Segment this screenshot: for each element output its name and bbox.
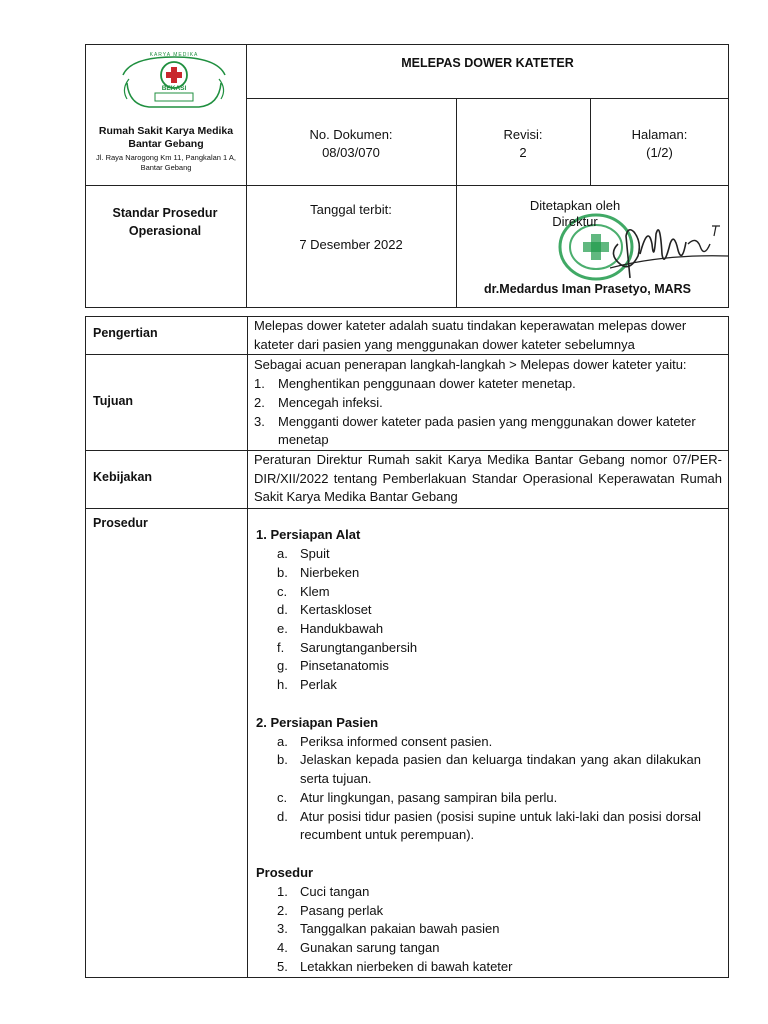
kebijakan-text	[254, 451, 722, 507]
list-letter: b.	[277, 752, 288, 767]
subsection-title: 2. Persiapan Pasien	[256, 715, 379, 730]
list-letter: a.	[277, 734, 288, 749]
list-item: Perlak	[300, 677, 337, 692]
list-item: Spuit	[300, 546, 330, 561]
list-letter: d.	[277, 809, 288, 824]
list-letter: b.	[277, 565, 288, 580]
list-item: Pasang perlak	[300, 903, 384, 918]
list-number: 5.	[277, 959, 288, 974]
list-number: 4.	[277, 940, 288, 955]
header-divider	[246, 98, 729, 99]
list-letter: d.	[277, 602, 288, 617]
list-item: Atur posisi tidur pasien (posisi supine untuk laki-laki dan posisi dorsal	[300, 809, 701, 824]
list-item: Pinsetanatomis	[300, 658, 389, 673]
kebijakan-line: Peraturan Direktur Rumah sakit Karya Medika Bantar Gebang nomor 07/PER-	[254, 452, 722, 467]
doc-no-value: 08/03/070	[322, 145, 380, 160]
list-number: 2.	[254, 395, 265, 410]
list-item: Menghentikan penggunaan dower kateter menetap.	[278, 376, 576, 391]
director-signature	[604, 214, 730, 286]
revision-label: Revisi:	[503, 127, 543, 142]
logo-text-top: KARYA MEDIKA	[149, 52, 199, 58]
approved-role: Direktur	[552, 214, 598, 229]
header-divider	[85, 185, 729, 186]
section-label-pengertian: Pengertian	[93, 326, 158, 340]
list-item-continued: recumbent untuk perempuan).	[300, 827, 475, 842]
list-number: 3.	[254, 414, 265, 429]
tujuan-intro: Sebagai acuan penerapan langkah-langkah > Melepas dower kateter yaitu:	[254, 357, 687, 372]
issued-label: Tanggal terbit:	[310, 202, 392, 217]
revision-value: 2	[519, 145, 527, 160]
header-divider	[246, 44, 247, 308]
list-letter: c.	[277, 790, 288, 805]
document-title: MELEPAS DOWER KATETER	[401, 56, 574, 70]
list-number: 2.	[277, 903, 288, 918]
hospital-address: Jl. Raya Narogong Km 11, Pangkalan 1 A, Bantar Gebang	[96, 153, 236, 172]
header-divider	[456, 185, 457, 308]
list-item: Periksa informed consent pasien.	[300, 734, 493, 749]
section-label-tujuan: Tujuan	[93, 394, 134, 408]
list-letter: c.	[277, 584, 288, 599]
list-item: Atur lingkungan, pasang sampiran bila perlu.	[300, 790, 558, 805]
list-item: Kertaskloset	[300, 602, 372, 617]
approved-label: Ditetapkan oleh	[529, 198, 621, 213]
page-label: Halaman:	[631, 127, 688, 142]
list-number: 1.	[254, 376, 265, 391]
list-item: Klem	[300, 584, 330, 599]
list-letter: h.	[277, 677, 288, 692]
list-letter: a.	[277, 546, 288, 561]
subsection-title: Prosedur	[256, 865, 314, 880]
subsection-title: 1. Persiapan Alat	[256, 527, 361, 542]
list-item-continued: serta tujuan.	[300, 771, 372, 786]
list-item: Cuci tangan	[300, 884, 370, 899]
list-number: 3.	[277, 921, 288, 936]
section-label-kebijakan: Kebijakan	[93, 470, 153, 484]
list-item: Mencegah infeksi.	[278, 395, 383, 410]
doc-no-cell	[246, 126, 456, 162]
issued-date: 7 Desember 2022	[299, 237, 403, 252]
pengertian-line: kateter dari pasien yang menggunakan dower kateter sebelumnya	[254, 336, 635, 352]
list-letter: e.	[277, 621, 288, 636]
list-item: Jelaskan kepada pasien dan keluarga tindakan yang akan dilakukan	[300, 752, 701, 767]
revision-cell	[456, 126, 590, 162]
doc-no-label: No. Dokumen:	[309, 127, 393, 142]
list-item: Nierbeken	[300, 565, 360, 580]
section-label-prosedur: Prosedur	[93, 516, 148, 530]
table-row-divider	[85, 354, 729, 355]
list-letter: f.	[277, 640, 285, 655]
table-column-divider	[247, 316, 248, 978]
kebijakan-line: Sakit Karya Medika Bantar Gebang	[254, 489, 458, 504]
list-item: Handukbawah	[300, 621, 384, 636]
list-letter: g.	[277, 658, 288, 673]
list-number: 1.	[277, 884, 288, 899]
doc-type: Standar Prosedur Operasional	[112, 206, 218, 238]
list-item: Letakkan nierbeken di bawah kateter	[300, 959, 513, 974]
hospital-name: Rumah Sakit Karya Medika Bantar Gebang	[98, 125, 234, 150]
kebijakan-line: DIR/XII/2022 tentang Pemberlakuan Standar Operasional Keperawatan Rumah	[254, 470, 722, 486]
pengertian-line: Melepas dower kateter adalah suatu tindakan keperawatan melepas dower	[254, 318, 687, 333]
hospital-logo	[119, 53, 229, 115]
list-item: Sarungtanganbersih	[300, 640, 418, 655]
director-name: dr.Medardus Iman Prasetyo, MARS	[484, 282, 692, 296]
pengertian-text	[254, 317, 724, 354]
table-row-divider	[85, 508, 729, 509]
logo-text-bottom: BEKASI	[161, 85, 187, 92]
page-value: (1/2)	[646, 145, 673, 160]
list-item: Gunakan sarung tangan	[300, 940, 440, 955]
list-item: Mengganti dower kateter pada pasien yang menggunakan dower kateter	[278, 414, 696, 429]
list-item-continued: menetap	[278, 432, 329, 447]
list-item: Tanggalkan pakaian bawah pasien	[300, 921, 500, 936]
page-cell	[590, 126, 729, 162]
